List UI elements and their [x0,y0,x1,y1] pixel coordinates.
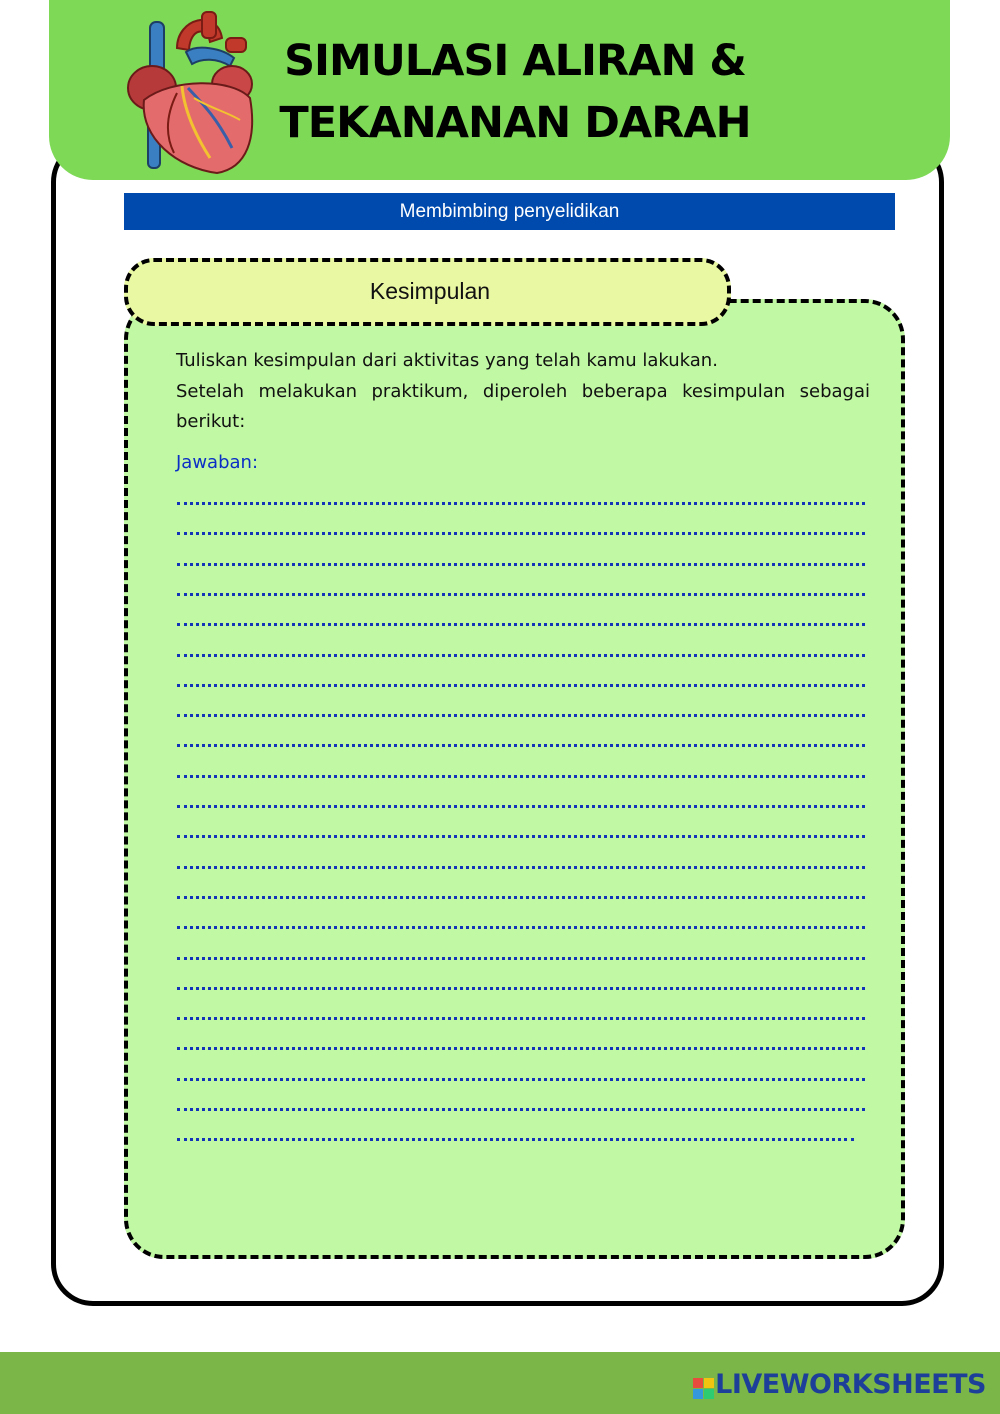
answer-line[interactable] [177,563,865,566]
answer-line[interactable] [177,957,865,960]
anatomical-heart-icon [122,8,262,176]
instruction-line-1: Tuliskan kesimpulan dari aktivitas yang telah kamu lakukan. [176,350,718,371]
answer-line[interactable] [177,502,865,505]
answer-line[interactable] [177,623,865,626]
section-heading: Membimbing penyelidikan [124,193,895,230]
answer-line[interactable] [177,1108,865,1111]
instruction-line-2: Setelah melakukan praktikum, diperoleh beberapa kesimpulan sebagai berikut: [176,380,870,432]
answer-card [124,299,905,1259]
answer-line[interactable] [177,593,865,596]
answer-label: Jawaban: [176,452,259,473]
answer-line[interactable] [177,1047,865,1050]
answer-line[interactable] [177,896,865,899]
brand-name: LIVEWORKSHEETS [715,1369,986,1400]
answer-line[interactable] [177,866,865,869]
answer-line[interactable] [177,684,865,687]
title-line-1: SIMULASI ALIRAN & [284,36,746,86]
answer-line[interactable] [177,775,865,778]
answer-line[interactable] [177,714,865,717]
answer-line[interactable] [177,1017,865,1020]
conclusion-tab-label: Kesimpulan [369,278,491,304]
answer-line[interactable] [177,805,865,808]
answer-line[interactable] [177,835,865,838]
liveworksheets-logo-icon [693,1378,715,1400]
instructions-text [176,346,870,438]
answer-line[interactable] [177,987,865,990]
answer-line[interactable] [177,532,865,535]
answer-line[interactable] [177,744,865,747]
title-line-2: TEKANANAN DARAH [279,98,751,148]
answer-line[interactable] [177,926,865,929]
answer-line[interactable] [177,1138,854,1141]
answer-line[interactable] [177,654,865,657]
page-title [270,30,760,154]
answer-line[interactable] [177,1078,865,1081]
